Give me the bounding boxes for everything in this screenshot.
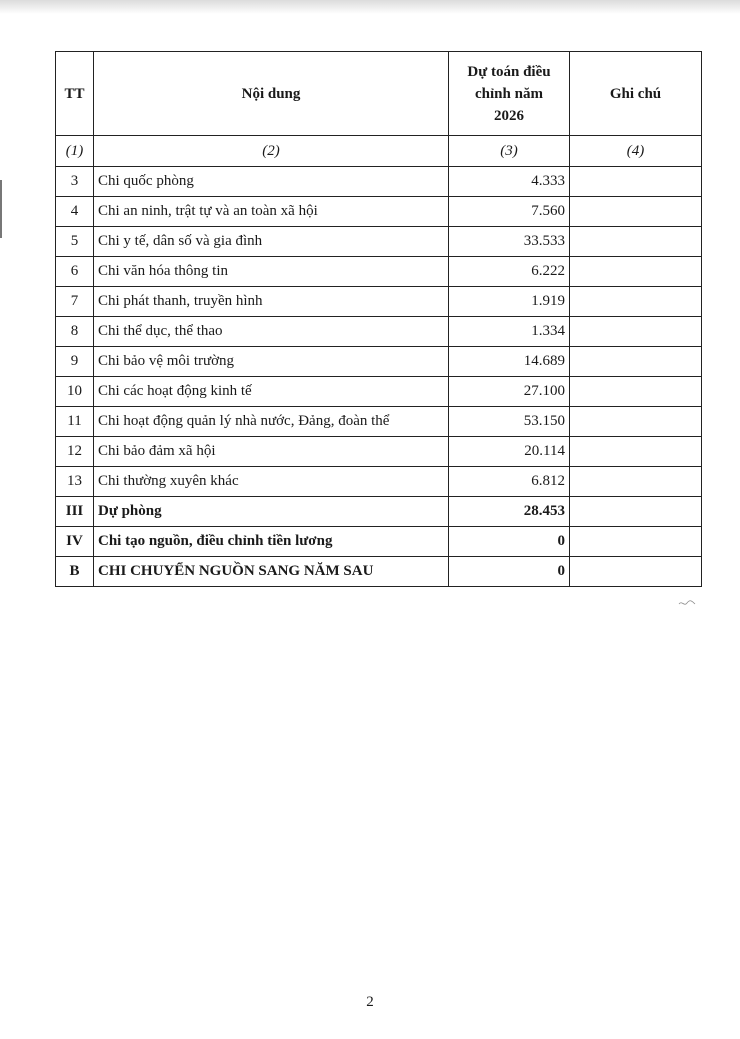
row-content: Chi thể dục, thể thao bbox=[94, 317, 449, 347]
row-note bbox=[570, 497, 702, 527]
row-content: Chi thường xuyên khác bbox=[94, 467, 449, 497]
row-tt: B bbox=[56, 557, 94, 587]
column-number-row bbox=[56, 136, 702, 167]
row-tt: 3 bbox=[56, 167, 94, 197]
row-note bbox=[570, 527, 702, 557]
row-content: Chi bảo vệ môi trường bbox=[94, 347, 449, 377]
row-note bbox=[570, 197, 702, 227]
row-amount: 14.689 bbox=[449, 347, 570, 377]
table-row bbox=[56, 497, 702, 527]
table-row bbox=[56, 467, 702, 497]
table-row bbox=[56, 227, 702, 257]
row-note bbox=[570, 557, 702, 587]
row-note bbox=[570, 317, 702, 347]
table-header-row bbox=[56, 52, 702, 136]
initial-mark bbox=[678, 598, 696, 608]
row-content: Dự phòng bbox=[94, 497, 449, 527]
row-tt: 8 bbox=[56, 317, 94, 347]
row-amount: 0 bbox=[449, 527, 570, 557]
table-row bbox=[56, 557, 702, 587]
row-amount: 53.150 bbox=[449, 407, 570, 437]
row-amount: 27.100 bbox=[449, 377, 570, 407]
column-number-2: (2) bbox=[94, 136, 449, 167]
row-amount: 1.919 bbox=[449, 287, 570, 317]
row-content: Chi bảo đảm xã hội bbox=[94, 437, 449, 467]
scan-edge-shadow bbox=[0, 0, 740, 14]
row-amount: 6.812 bbox=[449, 467, 570, 497]
row-content: Chi các hoạt động kinh tế bbox=[94, 377, 449, 407]
row-content: CHI CHUYỂN NGUỒN SANG NĂM SAU bbox=[94, 557, 449, 587]
page-number: 2 bbox=[366, 994, 374, 1010]
row-tt: 9 bbox=[56, 347, 94, 377]
header-tt: TT bbox=[56, 52, 94, 136]
header-note: Ghi chú bbox=[570, 52, 702, 136]
header-content: Nội dung bbox=[94, 52, 449, 136]
row-content: Chi tạo nguồn, điều chỉnh tiền lương bbox=[94, 527, 449, 557]
row-tt: 13 bbox=[56, 467, 94, 497]
table-body bbox=[56, 167, 702, 587]
row-content: Chi phát thanh, truyền hình bbox=[94, 287, 449, 317]
row-amount: 28.453 bbox=[449, 497, 570, 527]
row-tt: 12 bbox=[56, 437, 94, 467]
row-tt: IV bbox=[56, 527, 94, 557]
row-note bbox=[570, 287, 702, 317]
row-amount: 0 bbox=[449, 557, 570, 587]
row-content: Chi văn hóa thông tin bbox=[94, 257, 449, 287]
row-content: Chi hoạt động quản lý nhà nước, Đảng, đoàn thể bbox=[94, 407, 449, 437]
column-number-4: (4) bbox=[570, 136, 702, 167]
row-amount: 7.560 bbox=[449, 197, 570, 227]
table-row bbox=[56, 257, 702, 287]
row-tt: 11 bbox=[56, 407, 94, 437]
row-tt: 4 bbox=[56, 197, 94, 227]
row-note bbox=[570, 407, 702, 437]
table-row bbox=[56, 437, 702, 467]
row-amount: 1.334 bbox=[449, 317, 570, 347]
row-tt: 5 bbox=[56, 227, 94, 257]
row-content: Chi an ninh, trật tự và an toàn xã hội bbox=[94, 197, 449, 227]
header-budget-label: Dự toán điều chỉnh năm 2026 bbox=[467, 63, 551, 124]
budget-table bbox=[55, 51, 702, 587]
table-row bbox=[56, 377, 702, 407]
table-row bbox=[56, 527, 702, 557]
scan-margin-mark bbox=[0, 180, 2, 238]
row-note bbox=[570, 437, 702, 467]
row-amount: 33.533 bbox=[449, 227, 570, 257]
table-row bbox=[56, 317, 702, 347]
table-row bbox=[56, 347, 702, 377]
row-tt: 7 bbox=[56, 287, 94, 317]
row-note bbox=[570, 347, 702, 377]
row-note bbox=[570, 377, 702, 407]
row-tt: 10 bbox=[56, 377, 94, 407]
row-note bbox=[570, 467, 702, 497]
row-content: Chi y tế, dân số và gia đình bbox=[94, 227, 449, 257]
row-note bbox=[570, 227, 702, 257]
column-number-3: (3) bbox=[449, 136, 570, 167]
row-amount: 4.333 bbox=[449, 167, 570, 197]
row-tt: III bbox=[56, 497, 94, 527]
table-row bbox=[56, 197, 702, 227]
row-amount: 6.222 bbox=[449, 257, 570, 287]
row-content: Chi quốc phòng bbox=[94, 167, 449, 197]
table-row bbox=[56, 287, 702, 317]
row-note bbox=[570, 257, 702, 287]
table-row bbox=[56, 167, 702, 197]
table-row bbox=[56, 407, 702, 437]
row-note bbox=[570, 167, 702, 197]
row-amount: 20.114 bbox=[449, 437, 570, 467]
column-number-1: (1) bbox=[56, 136, 94, 167]
header-budget bbox=[449, 52, 570, 136]
row-tt: 6 bbox=[56, 257, 94, 287]
